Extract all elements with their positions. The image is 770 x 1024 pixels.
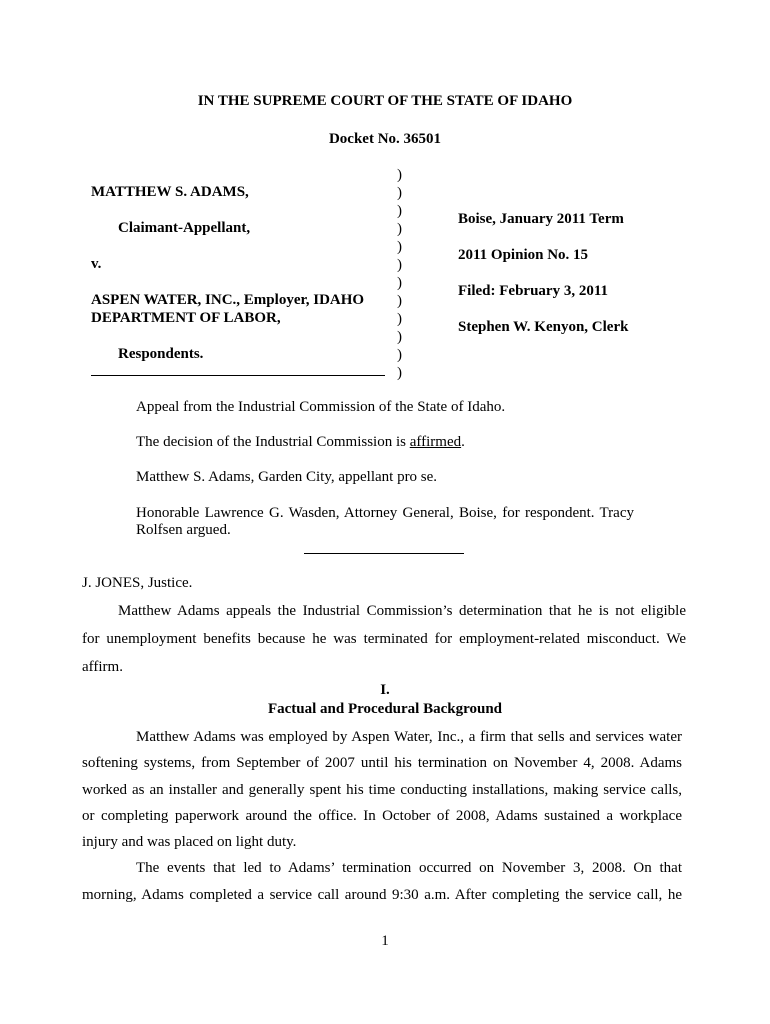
paren: ) bbox=[397, 167, 402, 183]
filed-date: Filed: February 3, 2011 bbox=[458, 283, 608, 299]
decision-suffix: . bbox=[461, 434, 465, 450]
respondent-counsel-line-2: Rolfsen argued. bbox=[136, 522, 231, 538]
paren: ) bbox=[397, 293, 402, 309]
paren: ) bbox=[397, 239, 402, 255]
opinion-author: J. JONES, Justice. bbox=[82, 575, 193, 591]
paren: ) bbox=[397, 203, 402, 219]
decision-word: affirmed bbox=[409, 434, 462, 450]
para1-line-1: Matthew Adams was employed by Aspen Water, Inc., a firm that sells and services water bbox=[136, 729, 682, 745]
paren: ) bbox=[397, 311, 402, 327]
appellant-role: Claimant-Appellant, bbox=[118, 220, 251, 236]
paren: ) bbox=[397, 347, 402, 363]
respondent-counsel-line-1: Honorable Lawrence G. Wasden, Attorney General, Boise, for respondent. Tracy bbox=[136, 505, 634, 521]
paren: ) bbox=[397, 365, 402, 381]
caption-paren-column bbox=[397, 166, 402, 382]
para1-line-5: injury and was placed on light duty. bbox=[82, 834, 297, 850]
paren: ) bbox=[397, 185, 402, 201]
paren: ) bbox=[397, 221, 402, 237]
section-number: I. bbox=[380, 682, 390, 698]
intro-line-3: affirm. bbox=[82, 659, 123, 675]
paren: ) bbox=[397, 329, 402, 345]
appeal-source: Appeal from the Industrial Commission of the State of Idaho. bbox=[136, 399, 506, 415]
docket-number: Docket No. 36501 bbox=[328, 131, 442, 147]
para1-line-4: or completing paperwork around the office. In October of 2008, Adams sustained a workplace bbox=[82, 808, 682, 824]
court-term: Boise, January 2011 Term bbox=[458, 211, 624, 227]
respondent-role: Respondents. bbox=[118, 346, 204, 362]
para2-line-1: The events that led to Adams’ termination occurred on November 3, 2008. On that bbox=[136, 860, 682, 876]
respondent-line-1: ASPEN WATER, INC., Employer, IDAHO bbox=[91, 292, 365, 308]
appellant-counsel: Matthew S. Adams, Garden City, appellant pro se. bbox=[136, 469, 438, 485]
summary-divider bbox=[304, 553, 464, 554]
decision-prefix: The decision of the Industrial Commission is bbox=[136, 434, 410, 450]
para1-line-3: worked as an installer and generally spent his time conducting installations, making service calls, bbox=[82, 782, 682, 798]
respondent-line-2: DEPARTMENT OF LABOR, bbox=[91, 310, 281, 326]
paren: ) bbox=[397, 275, 402, 291]
para2-line-2: morning, Adams completed a service call around 9:30 a.m. After completing the service call, he bbox=[82, 887, 682, 903]
versus: v. bbox=[91, 256, 102, 272]
section-title: Factual and Procedural Background bbox=[267, 701, 503, 717]
caption-underline bbox=[91, 375, 385, 376]
intro-line-2: for unemployment benefits because he was terminated for employment-related misconduct. We bbox=[82, 631, 686, 647]
page-number: 1 bbox=[381, 933, 389, 949]
clerk-name: Stephen W. Kenyon, Clerk bbox=[458, 319, 629, 335]
court-title: IN THE SUPREME COURT OF THE STATE OF IDAHO bbox=[197, 93, 573, 109]
intro-line-1: Matthew Adams appeals the Industrial Commission’s determination that he is not eligible bbox=[118, 603, 686, 619]
appellant-name: MATTHEW S. ADAMS, bbox=[91, 184, 249, 200]
opinion-number: 2011 Opinion No. 15 bbox=[458, 247, 589, 263]
para1-line-2: softening systems, from September of 2007 until his termination on November 4, 2008. Adams bbox=[82, 755, 682, 771]
decision-line bbox=[136, 434, 465, 451]
paren: ) bbox=[397, 257, 402, 273]
